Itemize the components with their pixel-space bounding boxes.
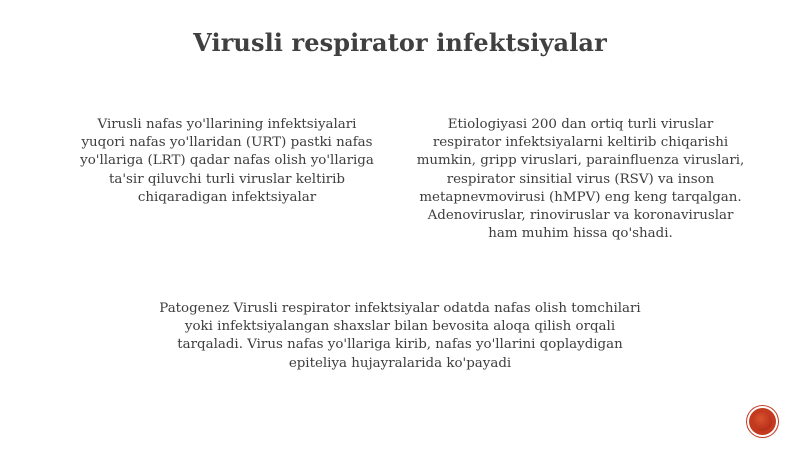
text-line: mumkin, gripp viruslari, parainfluenza viruslari, <box>416 153 745 169</box>
text-line: respirator infektsiyalarni keltirib chiqarishi <box>432 135 729 151</box>
text-line: tarqaladi. Virus nafas yo'llariga kirib, nafas yo'llarini qoplaydigan <box>177 337 623 353</box>
slide-title: Virusli respirator infektsiyalar <box>193 28 607 57</box>
pathogenesis-text <box>130 300 670 373</box>
text-line: Virusli nafas yo'llarining infektsiyalari <box>97 117 357 132</box>
next-slide-button[interactable] <box>749 408 776 435</box>
text-line: Etiologiyasi 200 dan ortiq turli viruslar <box>447 117 714 132</box>
text-line: Adenoviruslar, rinoviruslar va koronaviruslar <box>427 208 734 224</box>
text-line: yo'llariga (LRT) qadar nafas olish yo'llariga <box>80 153 374 169</box>
text-line: Patogenez Virusli respirator infektsiyalar odatda nafas olish tomchilari <box>159 301 641 316</box>
text-line: ham muhim hissa qo'shadi. <box>488 226 673 242</box>
etiology-text <box>398 116 763 243</box>
text-line: epiteliya hujayralarida ko'payadi <box>288 355 512 371</box>
text-line: respirator sinsitial virus (RSV) va inson <box>446 171 715 187</box>
text-line: chiqaradigan infektsiyalar <box>137 189 317 205</box>
text-line: yoki infektsiyalangan shaxslar bilan bevosita aloqa qilish orqali <box>184 319 616 335</box>
text-line: yuqori nafas yo'llaridan (URT) pastki nafas <box>81 135 373 151</box>
text-line: metapnevmovirusi (hMPV) eng keng tarqalgan. <box>419 189 742 205</box>
circle-nav-icon <box>753 412 772 431</box>
definition-text <box>70 116 384 207</box>
text-line: ta'sir qiluvchi turli viruslar keltirib <box>109 171 345 187</box>
